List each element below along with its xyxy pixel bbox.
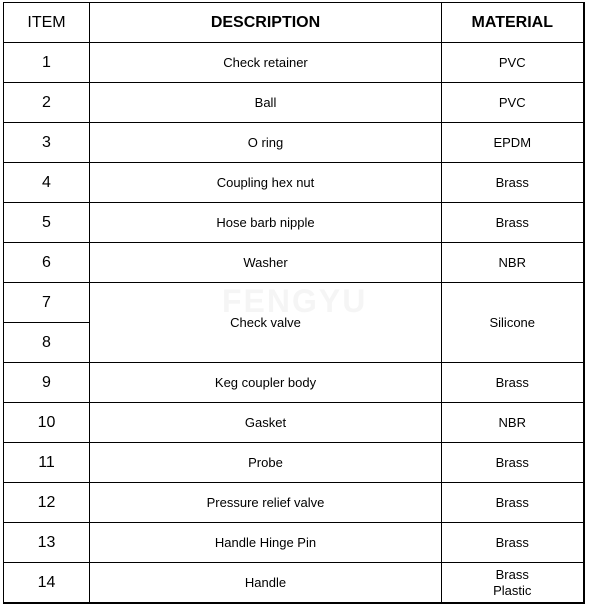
item-number-cell: 14 (4, 563, 90, 604)
description-cell: Gasket (90, 403, 442, 443)
item-number-cell: 1 (4, 43, 90, 83)
table-row (4, 443, 584, 483)
material-cell: EPDM (442, 123, 584, 163)
material-line: Plastic (493, 582, 532, 598)
header-row (4, 3, 584, 43)
material-cell (442, 563, 584, 604)
material-cell-merged: Silicone (442, 283, 584, 363)
material-cell: Brass (442, 163, 584, 203)
item-number-cell: 7 (4, 283, 90, 323)
material-cell: NBR (442, 243, 584, 283)
description-cell: Coupling hex nut (90, 163, 442, 203)
description-cell: Handle Hinge Pin (90, 523, 442, 563)
description-cell: Keg coupler body (90, 363, 442, 403)
material-cell: PVC (442, 83, 584, 123)
table-row (4, 403, 584, 443)
table-row (4, 43, 584, 83)
description-cell: Ball (90, 83, 442, 123)
description-cell: O ring (90, 123, 442, 163)
material-cell: Brass (442, 363, 584, 403)
table-row (4, 83, 584, 123)
description-cell: Probe (90, 443, 442, 483)
material-line: Brass (495, 566, 529, 582)
item-number-cell: 5 (4, 203, 90, 243)
description-cell: Pressure relief valve (90, 483, 442, 523)
table-row (4, 483, 584, 523)
item-number-cell: 13 (4, 523, 90, 563)
material-cell: Brass (442, 443, 584, 483)
item-number-cell: 3 (4, 123, 90, 163)
parts-table (3, 2, 585, 604)
material-cell: Brass (442, 203, 584, 243)
table-row (4, 243, 584, 283)
table-row (4, 283, 584, 323)
description-cell: Handle (90, 563, 442, 604)
description-cell-merged: Check valve (90, 283, 442, 363)
description-cell: Hose barb nipple (90, 203, 442, 243)
table-row (4, 363, 584, 403)
item-number-cell: 11 (4, 443, 90, 483)
description-column-header: DESCRIPTION (90, 3, 442, 43)
item-number-cell: 4 (4, 163, 90, 203)
table-row (4, 163, 584, 203)
table-row (4, 123, 584, 163)
item-number-cell: 6 (4, 243, 90, 283)
item-number-cell: 9 (4, 363, 90, 403)
material-cell: PVC (442, 43, 584, 83)
watermark-logo: FENGYU (222, 283, 368, 319)
description-cell: Washer (90, 243, 442, 283)
material-cell: Brass (442, 483, 584, 523)
material-column-header: MATERIAL (442, 3, 584, 43)
item-number-cell: 10 (4, 403, 90, 443)
item-column-header: ITEM (4, 3, 90, 43)
item-number-cell: 2 (4, 83, 90, 123)
table-row (4, 523, 584, 563)
item-number-cell: 8 (4, 323, 90, 363)
description-cell: Check retainer (90, 43, 442, 83)
material-cell: NBR (442, 403, 584, 443)
table-row (4, 563, 584, 604)
item-number-cell: 12 (4, 483, 90, 523)
table-row (4, 203, 584, 243)
material-cell: Brass (442, 523, 584, 563)
